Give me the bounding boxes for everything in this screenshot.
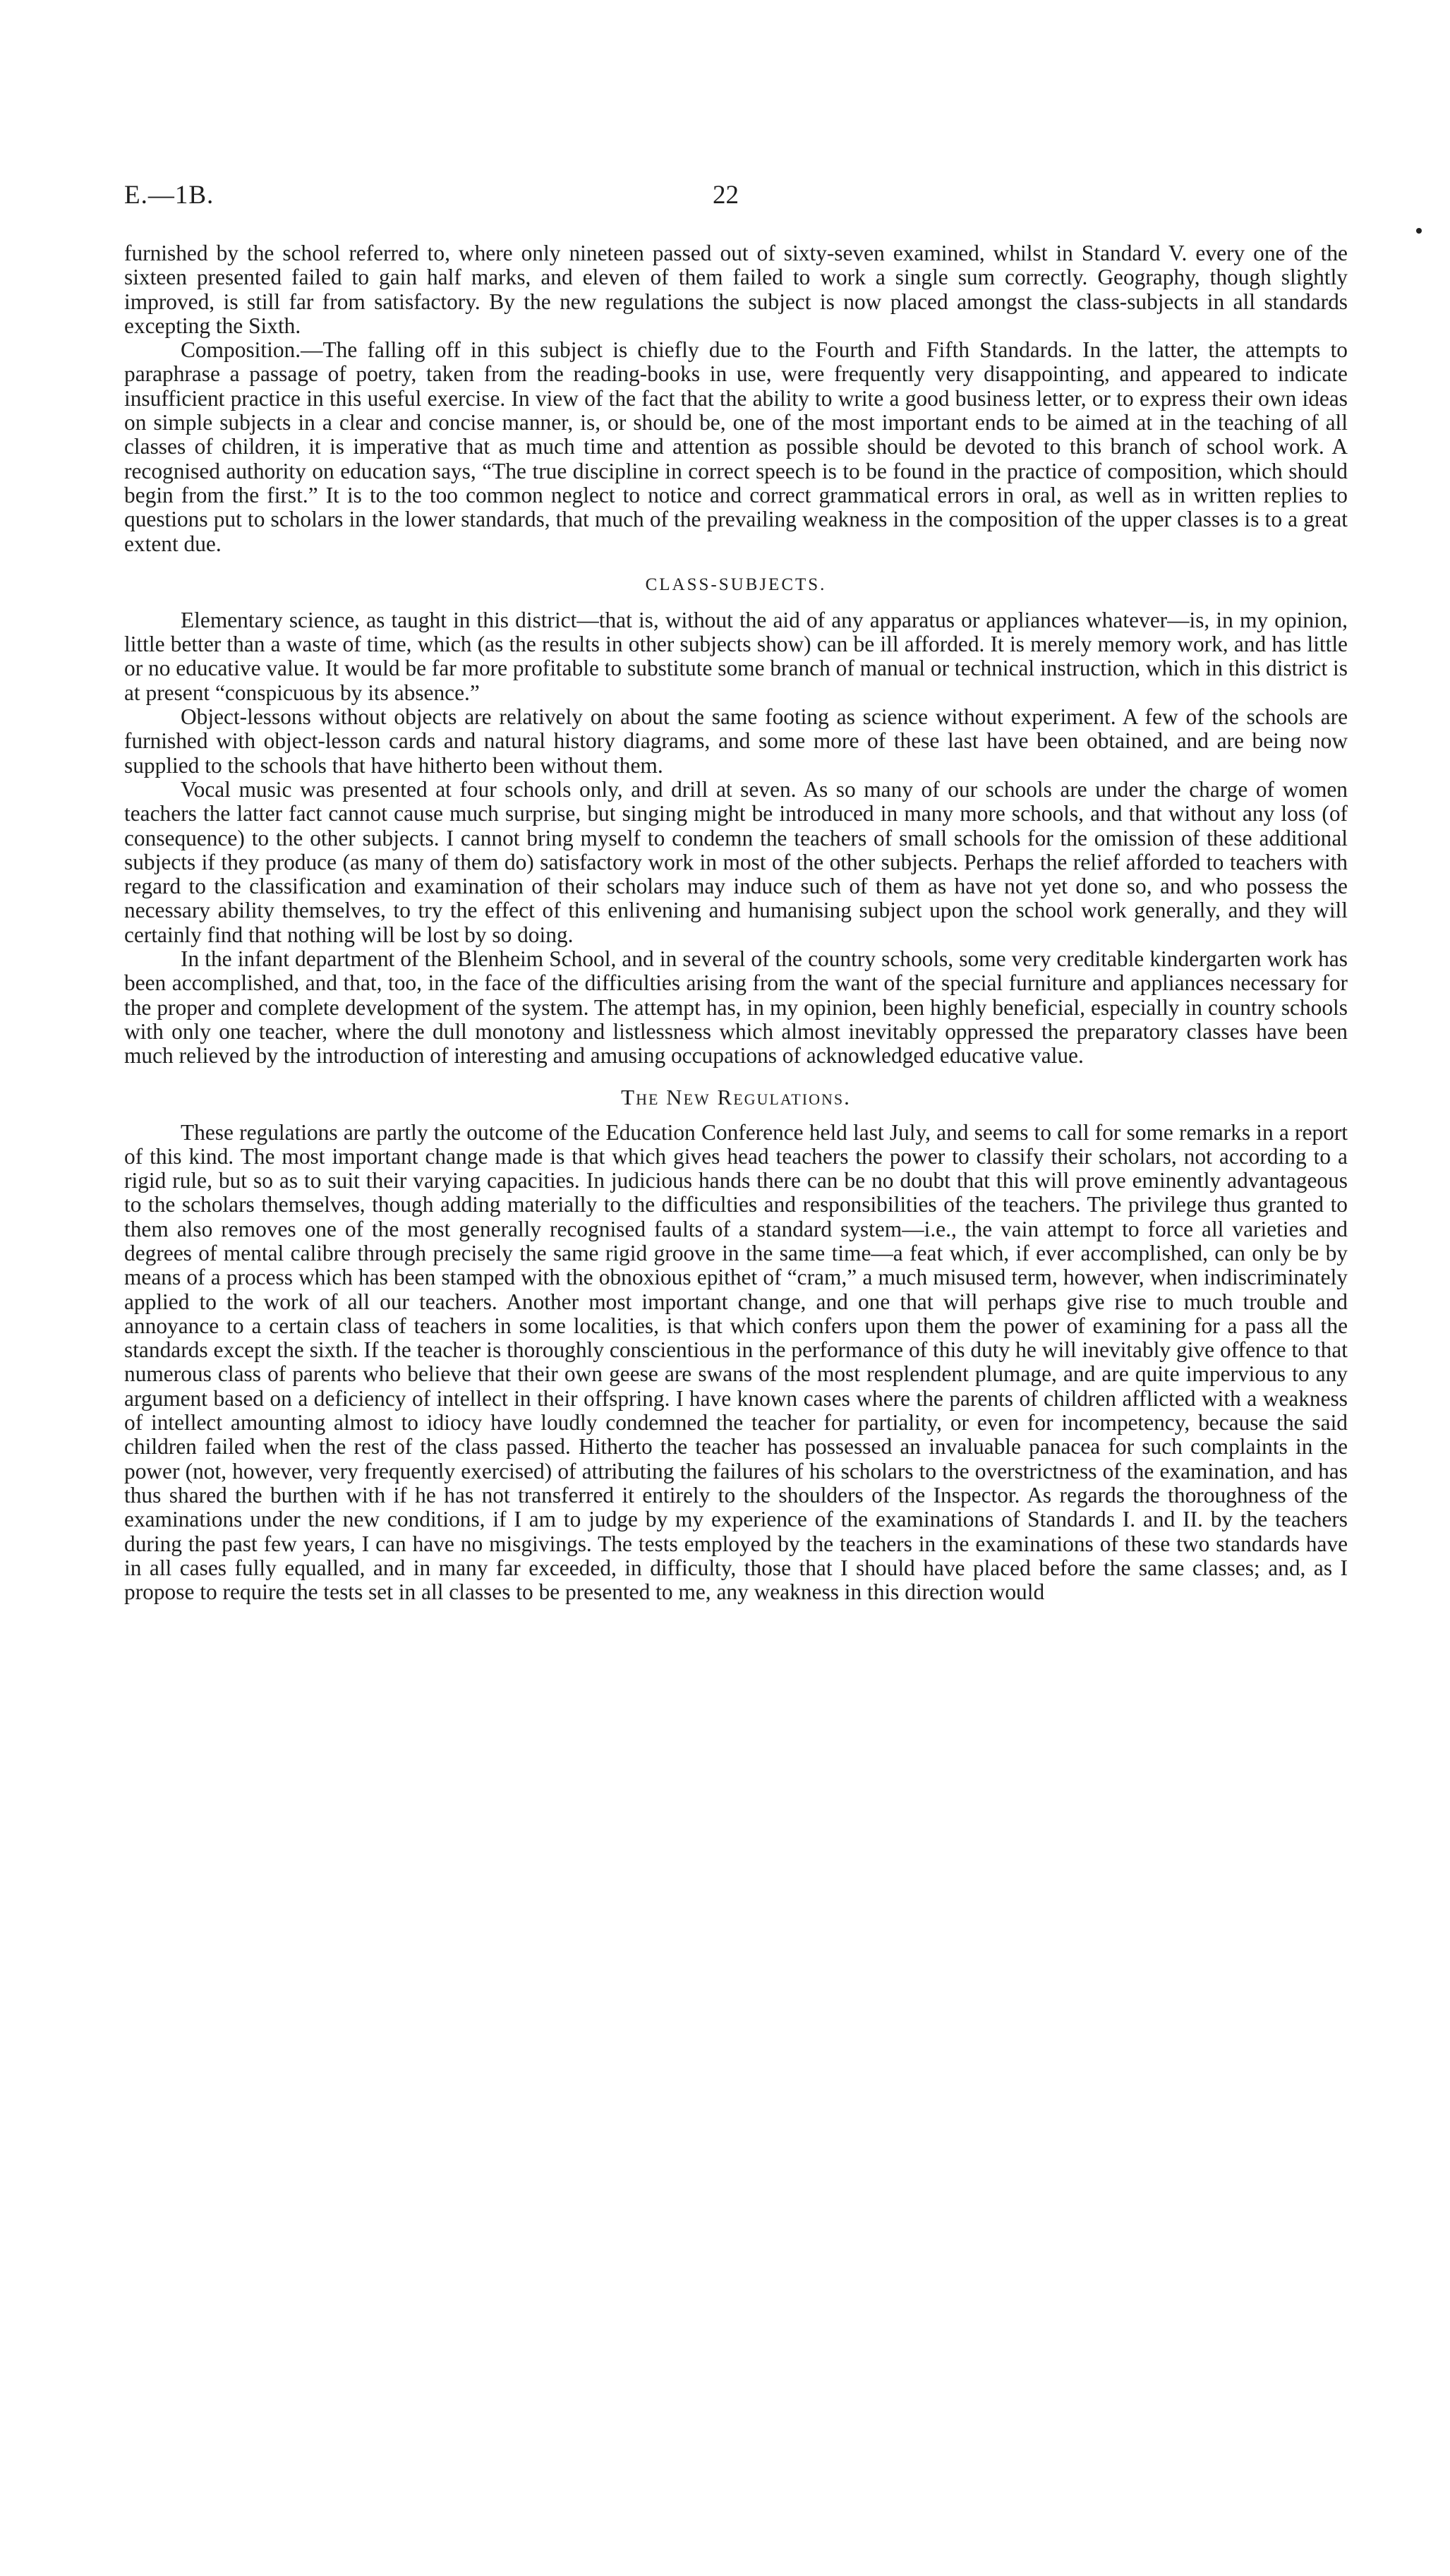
paragraph-new-regulations: These regulations are partly the outcome of the Education Conference held last July, and seems to call for some remarks in a report of this kind. The most important change made is that which gives head teachers the power to classify their scholars, not according to a rigid rule, but so as to suit their varying capacities. In judicious hands there can be no doubt that this will prove eminently advantageous to the scholars themselves, though adding materially to the difficulties and responsibilities of the teachers. The privilege thus granted to them also removes one of the most generally recognised faults of a standard system—i.e., the vain attempt to force all varieties and degrees of mental calibre through precisely the same rigid groove in the same time—a feat which, if ever accomplished, can only be by means of a process which has been stamped with the obnoxious epithet of “cram,” a much misused term, however, when indiscriminately applied to the work of all our teachers. Another most important change, and one that will perhaps give rise to much trouble and annoyance to a certain class of teachers in some localities, is that which confers upon them the power of examining for a pass all the standards except the sixth. If the teacher is thoroughly conscientious in the performance of this duty he will inevitably give offence to that numerous class of parents who believe that their own geese are swans of the most resplendent plumage, and are quite impervious to any argument based on a deficiency of intellect in their offspring. I have known cases where the parents of children afflicted with a weakness of intellect amounting almost to idiocy have loudly condemned the teacher for partiality, or even for incompetency, because the said children failed when the rest of the class passed. Hitherto the teacher has possessed an invaluable panacea for such complaints in the power (not, however, very frequently exercised) of attributing the failures of his scholars to the overstrictness of the examination, and has thus shared the burthen with if he has not transferred it entirely to the shoulders of the Inspector. As regards the thoroughness of the examinations under the new conditions, if I am to judge by my experience of the examinations of Standards I. and II. by the teachers during the past few years, I can have no misgivings. The tests employed by the teachers in the examinations of these two standards have in all cases fully equalled, and in many far exceeded, in difficulty, those that I should have placed before the same classes; and, as I propose to require the tests set in all classes to be presented to me, any weakness in this direction would (124, 1119, 1348, 1605)
paragraph-elementary-science: Elementary science, as taught in this district—that is, without the aid of any apparatus or appliances whatever—is, in my opinion, little better than a waste of time, which (as the results in other subjects show) can be ill afforded. It is merely memory work, and has little or no educative value. It would be far more profitable to substitute some branch of manual or technical instruction, which in this district is at present “conspicuous by its absence.” (124, 607, 1348, 705)
paragraph-kindergarten: In the infant department of the Blenheim School, and in several of the country schools, some very creditable kindergarten work has been accomplished, and that, too, in the face of the difficulties arising from the want of the special furniture and appliances necessary for the proper and complete development of the system. The attempt has, in my opinion, been highly beneficial, especially in country schools with only one teacher, where the dull monotony and listlessness which almost inevitably oppressed the preparatory classes have been much relieved by the introduction of interesting and amusing occupations of acknowledged educative value. (124, 946, 1348, 1069)
paragraph-continuation: furnished by the school referred to, where only nineteen passed out of sixty-seven examined, whilst in Standard V. every one of the sixteen presented failed to gain half marks, and eleven of them failed to work a single sum correctly. Geography, though slightly improved, is still far from satisfactory. By the new regulations the subject is now placed amongst the class-subjects in all standards excepting the Sixth. (124, 241, 1348, 338)
paragraph-object-lessons: Object-lessons without objects are relatively on about the same footing as science without experiment. A few of the schools are furnished with object-lesson cards and natural history diagrams, and some more of these last have been obtained, and are being now supplied to the schools that have hitherto been without them. (124, 704, 1348, 778)
page-header (0, 180, 1450, 222)
paragraph-vocal-music: Vocal music was presented at four schools only, and drill at seven. As so many of our schools are under the charge of women teachers the latter fact cannot cause much surprise, but singing might be introduced in many more schools, and that without any loss (of consequence) to the other subjects. I cannot bring myself to condemn the teachers of small schools for the omission of these additional subjects if they produce (as many of them do) satisfactory work in most of the other subjects. Perhaps the relief afforded to teachers with regard to the classification and examination of their scholars may induce such of them as have not yet done so, and who possess the necessary ability themselves, to try the effect of this enlivening and humanising subject upon the school work generally, and they will certainly find that nothing will be lost by so doing. (124, 776, 1348, 947)
document-code: E.—1B. (124, 181, 215, 210)
page-number: 22 (713, 181, 739, 210)
section-heading-class-subjects: CLASS-SUBJECTS. (645, 574, 827, 594)
paragraph-composition: Composition.—The falling off in this subject is chiefly due to the Fourth and Fifth Standards. In the latter, the attempts to paraphrase a passage of poetry, taken from the reading-books in use, were frequently very disappointing, and appeared to indicate insufficient practice in this useful exercise. In view of the fact that the ability to write a good business letter, or to express their own ideas on simple subjects in a clear and concise manner, is, or should be, one of the most important ends to be aimed at in the teaching of all classes of children, it is imperative that as much time and attention as possible should be devoted to this branch of school work. A recognised authority on education says, “The true discipline in correct speech is to be found in the practice of composition, which should begin from the first.” It is to the too common neglect to notice and correct grammatical errors in oral, as well as in written replies to questions put to scholars in the lower standards, that much of the prevailing weakness in the composition of the upper classes is to a great extent due. (124, 337, 1348, 556)
margin-dot (1416, 228, 1422, 234)
section-heading-new-regulations: The New Regulations. (621, 1084, 851, 1109)
document-body (124, 241, 1348, 1604)
